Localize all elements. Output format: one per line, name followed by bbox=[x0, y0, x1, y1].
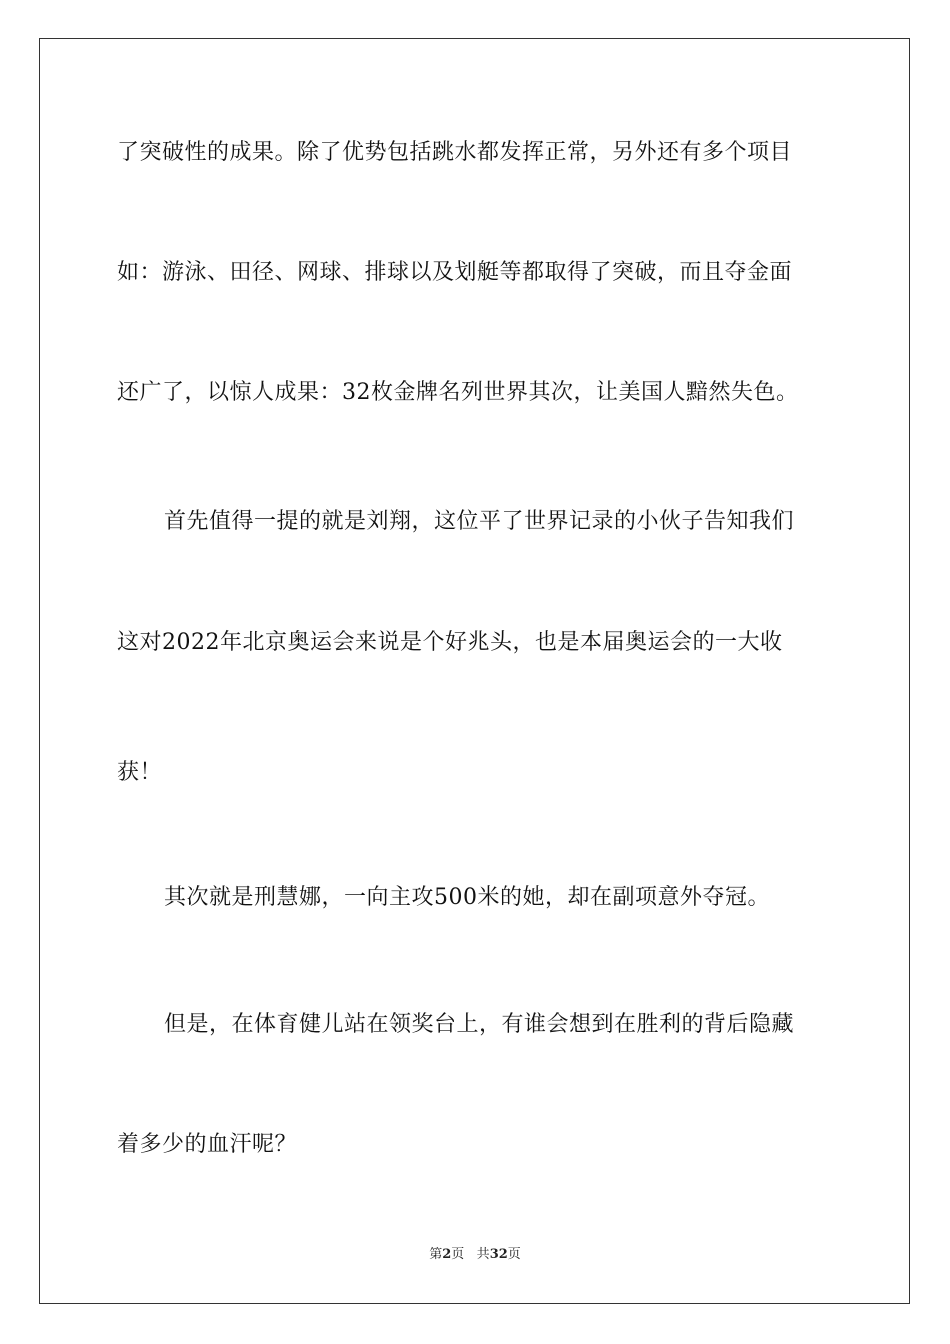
body-text-line: 还广了，以惊人成果：32枚金牌名列世界其次，让美国人黯然失色。 bbox=[117, 380, 799, 405]
page-border bbox=[39, 38, 910, 1304]
total-label-suffix: 页 bbox=[507, 1247, 521, 1262]
page-label-suffix: 页 bbox=[451, 1247, 465, 1262]
body-text-line: 了突破性的成果。除了优势包括跳水都发挥正常，另外还有多个项目 bbox=[117, 140, 793, 165]
body-text-line: 如：游泳、田径、网球、排球以及划艇等都取得了突破，而且夺金面 bbox=[117, 260, 793, 285]
body-text-line: 获！ bbox=[117, 760, 163, 785]
page-footer bbox=[0, 1246, 950, 1264]
total-page-count: 32 bbox=[489, 1247, 508, 1262]
current-page-number: 2 bbox=[442, 1247, 452, 1262]
paragraph-start-line: 但是，在体育健儿站在领奖台上，有谁会想到在胜利的背后隐藏 bbox=[164, 1012, 795, 1037]
body-text-line: 这对2022年北京奥运会来说是个好兆头，也是本届奥运会的一大收 bbox=[117, 630, 783, 655]
total-label-prefix: 共 bbox=[476, 1247, 490, 1262]
paragraph-start-line: 首先值得一提的就是刘翔，这位平了世界记录的小伙子告知我们 bbox=[164, 509, 795, 534]
page-label-prefix: 第 bbox=[429, 1247, 443, 1262]
paragraph-start-line: 其次就是刑慧娜，一向主攻500米的她，却在副项意外夺冠。 bbox=[164, 885, 770, 910]
body-text-line: 着多少的血汗呢？ bbox=[117, 1132, 298, 1157]
